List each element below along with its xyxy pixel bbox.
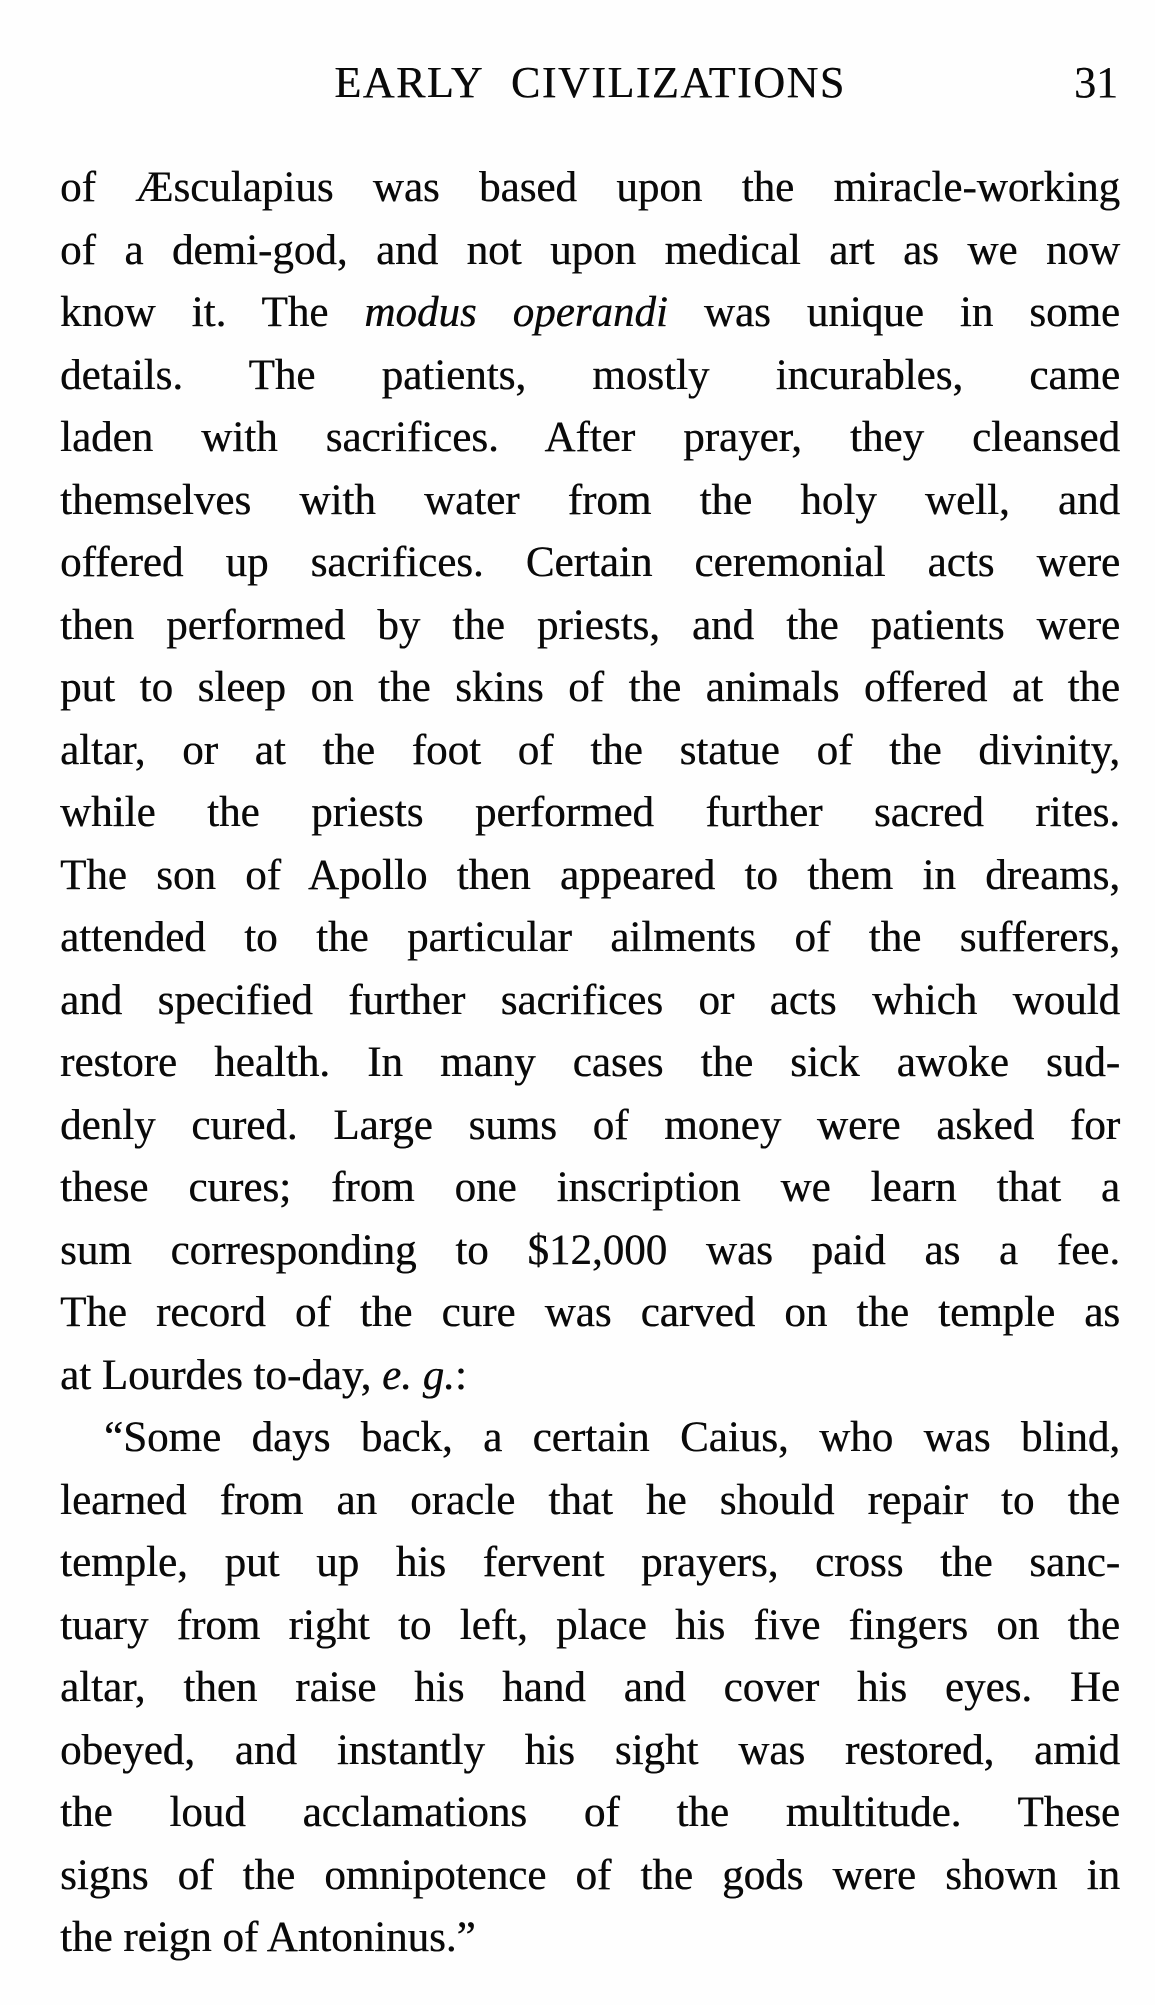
text-line <box>60 657 1120 720</box>
text-segment: attended to the particular ailments of the sufferers, <box>60 914 1120 961</box>
text-line <box>60 157 1120 220</box>
text-segment: of a demi-god, and not upon medical art as we now <box>60 226 1120 274</box>
text-segment: laden with sacrifices. After prayer, they cleansed <box>60 414 1120 461</box>
text-segment: “Some days back, a certain Caius, who was blind, <box>104 1414 1120 1461</box>
page-title: EARLY CIVILIZATIONS <box>334 58 846 107</box>
text-line <box>60 1470 1120 1533</box>
text-line <box>60 532 1120 595</box>
text-line <box>60 345 1120 408</box>
text-line <box>60 1220 1120 1283</box>
text-segment: then performed by the priests, and the patients were <box>60 601 1120 649</box>
page-number: 31 <box>1074 58 1118 107</box>
text-segment: put to sleep on the skins of the animals offered at the <box>60 664 1120 711</box>
text-segment: tuary from right to left, place his five fingers on the <box>60 1601 1120 1649</box>
text-segment: altar, then raise his hand and cover his eyes. He <box>60 1664 1120 1711</box>
text-segment: sum corresponding to $12,000 was paid as a fee. <box>60 1226 1120 1274</box>
text-line <box>60 470 1120 533</box>
text-segment: at Lourdes to-day, <box>60 1351 382 1399</box>
text-line <box>60 782 1120 845</box>
text-line <box>60 220 1120 283</box>
text-segment: offered up sacrifices. Certain ceremonial acts were <box>60 539 1120 586</box>
text-line <box>60 907 1120 970</box>
text-line <box>60 1345 1120 1408</box>
text-segment: details. The patients, mostly incurables, came <box>60 351 1120 399</box>
text-segment: themselves with water from the holy well, and <box>60 476 1120 524</box>
text-segment: denly cured. Large sums of money were asked for <box>60 1101 1120 1149</box>
text-line <box>60 1157 1120 1220</box>
italic-text: modus operandi <box>364 289 668 336</box>
text-line <box>60 1907 1120 1970</box>
text-line <box>60 845 1120 908</box>
text-segment: these cures; from one inscription we learn that a <box>60 1164 1120 1211</box>
text-segment: learned from an oracle that he should repair to the <box>60 1476 1120 1524</box>
text-segment: obeyed, and instantly his sight was restored, amid <box>60 1726 1120 1774</box>
text-line <box>60 1595 1120 1658</box>
running-header <box>60 57 1120 109</box>
text-segment: signs of the omnipotence of the gods were shown in <box>60 1851 1120 1899</box>
text-line <box>60 1407 1120 1470</box>
text-segment: restore health. In many cases the sick awoke sud- <box>60 1039 1120 1086</box>
text-line <box>60 595 1120 658</box>
text-line <box>60 1532 1120 1595</box>
text-line <box>60 1282 1120 1345</box>
text-line <box>60 1095 1120 1158</box>
text-segment: of Æsculapius was based upon the miracle-working <box>60 164 1120 211</box>
text-line <box>60 1782 1120 1845</box>
text-line <box>60 1657 1120 1720</box>
text-line <box>60 970 1120 1033</box>
text-segment: the reign of Antoninus.” <box>60 1914 476 1961</box>
text-segment: : <box>454 1351 467 1399</box>
text-segment: temple, put up his fervent prayers, cross the sanc- <box>60 1539 1120 1586</box>
text-segment: altar, or at the foot of the statue of the divinity, <box>60 726 1120 774</box>
body-text <box>60 157 1120 1970</box>
text-segment: know it. The <box>60 289 365 336</box>
text-line <box>60 1720 1120 1783</box>
text-line <box>60 1032 1120 1095</box>
text-segment: and specified further sacrifices or acts which would <box>60 976 1120 1024</box>
text-line <box>60 1845 1120 1908</box>
text-segment: The record of the cure was carved on the temple as <box>60 1289 1120 1336</box>
text-segment: was unique in some <box>667 289 1120 336</box>
text-segment: The son of Apollo then appeared to them in dreams, <box>60 851 1120 899</box>
text-line <box>60 282 1120 345</box>
text-segment: the loud acclamations of the multitude. These <box>60 1789 1120 1836</box>
text-line <box>60 720 1120 783</box>
italic-text: e. g. <box>382 1351 455 1399</box>
text-line <box>60 407 1120 470</box>
text-segment: while the priests performed further sacred rites. <box>60 789 1120 836</box>
